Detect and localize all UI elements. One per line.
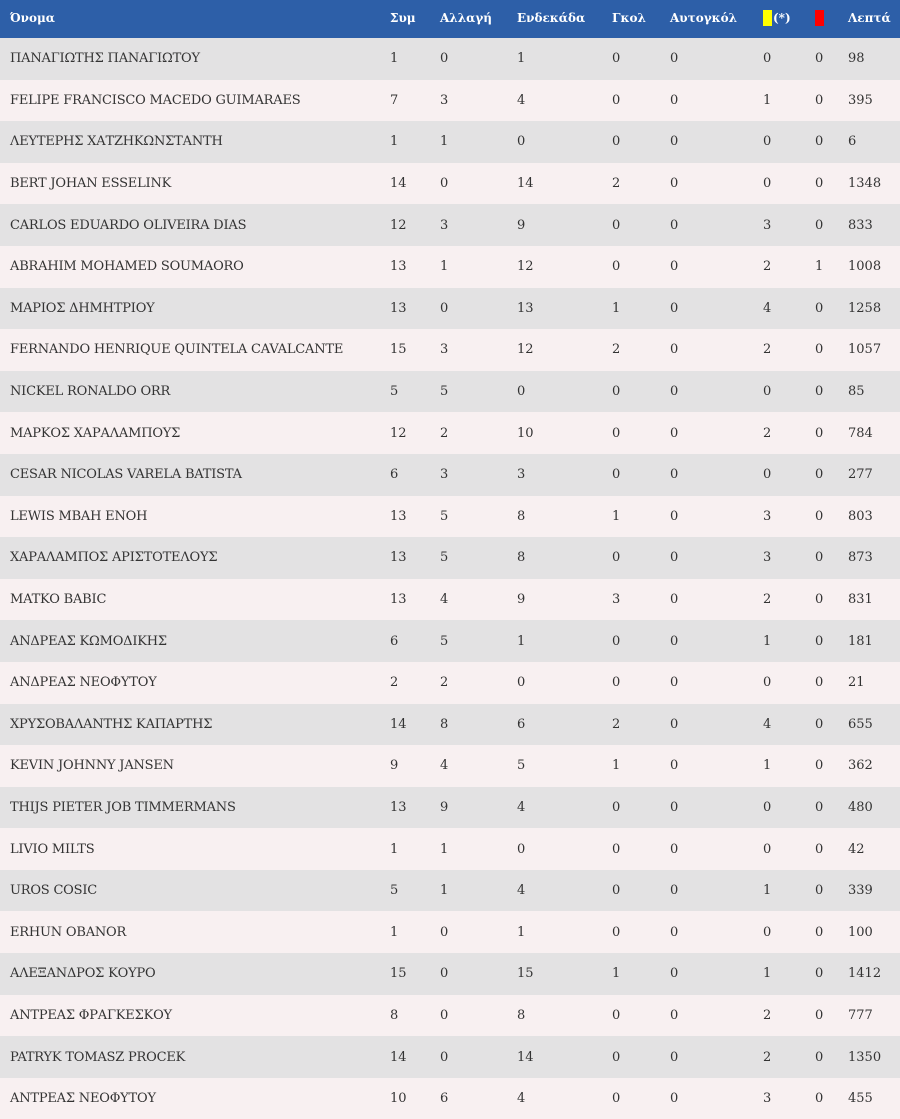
goals-cell: 0: [612, 924, 621, 940]
red-cards-cell: 0: [815, 51, 824, 67]
apps-cell: 12: [390, 425, 407, 441]
yellow-cards-cell: 0: [763, 134, 772, 150]
sub-cell: 5: [440, 384, 449, 400]
table-row: [0, 1036, 900, 1078]
apps-cell: 1: [390, 841, 399, 857]
sub-cell: 0: [440, 176, 449, 192]
starting-cell: 1: [517, 633, 526, 649]
minutes-cell: 339: [848, 883, 873, 899]
starting-cell: 0: [517, 134, 526, 150]
own-goals-cell: 0: [670, 716, 679, 732]
apps-cell: 7: [390, 92, 399, 108]
own-goals-cell: 0: [670, 675, 679, 691]
table-row: [0, 537, 900, 579]
minutes-cell: 85: [848, 384, 865, 400]
starting-cell: 8: [517, 550, 526, 566]
red-card-icon: [815, 10, 824, 26]
own-goals-cell: 0: [670, 799, 679, 815]
player-name-cell[interactable]: ΛΕΥΤΕΡΗΣ ΧΑΤΖΗΚΩΝΣΤΑΝΤΗ: [10, 134, 223, 150]
sub-cell: 5: [440, 633, 449, 649]
red-cards-cell: 0: [815, 758, 824, 774]
player-name-cell[interactable]: ΑΝΤΡΕΑΣ ΦΡΑΓΚΕΣΚΟΥ: [10, 1007, 172, 1023]
starting-cell: 4: [517, 92, 526, 108]
own-goals-cell: 0: [670, 508, 679, 524]
own-goals-cell: 0: [670, 1049, 679, 1065]
minutes-cell: 803: [848, 508, 873, 524]
red-cards-cell: 0: [815, 924, 824, 940]
starting-cell: 9: [517, 592, 526, 608]
column-header-red-cards[interactable]: [815, 0, 848, 38]
yellow-cards-cell: 3: [763, 217, 772, 233]
starting-cell: 12: [517, 259, 534, 275]
sub-cell: 3: [440, 92, 449, 108]
yellow-cards-cell: 2: [763, 259, 772, 275]
yellow-cards-cell: 2: [763, 425, 772, 441]
minutes-cell: 833: [848, 217, 873, 233]
table-row: [0, 38, 900, 80]
table-row: [0, 121, 900, 163]
own-goals-cell: 0: [670, 51, 679, 67]
minutes-cell: 1008: [848, 259, 882, 275]
red-cards-cell: 0: [815, 176, 824, 192]
red-cards-cell: 0: [815, 384, 824, 400]
yellow-cards-cell: 0: [763, 176, 772, 192]
minutes-cell: 1057: [848, 342, 882, 358]
table-row: [0, 620, 900, 662]
yellow-cards-cell: 2: [763, 592, 772, 608]
starting-cell: 12: [517, 342, 534, 358]
minutes-cell: 784: [848, 425, 873, 441]
apps-cell: 1: [390, 134, 399, 150]
minutes-cell: 1350: [848, 1049, 882, 1065]
apps-cell: 9: [390, 758, 399, 774]
sub-cell: 0: [440, 924, 449, 940]
sub-cell: 2: [440, 675, 449, 691]
red-cards-cell: 1: [815, 259, 824, 275]
goals-cell: 3: [612, 592, 621, 608]
yellow-cards-cell: 1: [763, 883, 772, 899]
minutes-cell: 98: [848, 51, 865, 67]
own-goals-cell: 0: [670, 259, 679, 275]
sub-cell: 4: [440, 758, 449, 774]
own-goals-cell: 0: [670, 966, 679, 982]
own-goals-cell: 0: [670, 134, 679, 150]
table-row: [0, 163, 900, 205]
player-name-cell[interactable]: ΠΑΝΑΓΙΩΤΗΣ ΠΑΝΑΓΙΩΤΟΥ: [10, 51, 200, 67]
player-name-cell[interactable]: ΜΑΡΙΟΣ ΔΗΜΗΤΡΙΟΥ: [10, 300, 155, 316]
player-name-cell[interactable]: ΧΑΡΑΛΑΜΠΟΣ ΑΡΙΣΤΟΤΕΛΟΥΣ: [10, 550, 218, 566]
red-cards-cell: 0: [815, 592, 824, 608]
yellow-cards-cell: 4: [763, 716, 772, 732]
starting-cell: 5: [517, 758, 526, 774]
red-cards-cell: 0: [815, 1007, 824, 1023]
apps-cell: 14: [390, 1049, 407, 1065]
player-name-cell[interactable]: LEWIS MBAH ENOH: [10, 508, 148, 524]
yellow-cards-cell: 3: [763, 1091, 772, 1107]
yellow-cards-cell: 1: [763, 966, 772, 982]
table-row: [0, 911, 900, 953]
yellow-cards-cell: 1: [763, 758, 772, 774]
player-name-cell[interactable]: ABRAHIM MOHAMED SOUMAORO: [10, 259, 244, 275]
sub-cell: 3: [440, 467, 449, 483]
table-row: [0, 995, 900, 1037]
minutes-cell: 42: [848, 841, 865, 857]
yellow-cards-cell: 0: [763, 384, 772, 400]
own-goals-cell: 0: [670, 1007, 679, 1023]
red-cards-cell: 0: [815, 425, 824, 441]
goals-cell: 0: [612, 1007, 621, 1023]
minutes-cell: 655: [848, 716, 873, 732]
player-name-cell[interactable]: LIVIO MILTS: [10, 841, 95, 857]
table-row: [0, 371, 900, 413]
yellow-cards-cell: 3: [763, 508, 772, 524]
apps-cell: 2: [390, 675, 399, 691]
goals-cell: 0: [612, 259, 621, 275]
sub-cell: 5: [440, 550, 449, 566]
goals-cell: 0: [612, 675, 621, 691]
player-name-cell[interactable]: PATRYK TOMASZ PROCEK: [10, 1049, 186, 1065]
sub-cell: 3: [440, 217, 449, 233]
red-cards-cell: 0: [815, 675, 824, 691]
player-name-cell[interactable]: ΧΡΥΣΟΒΑΛΑΝΤΗΣ ΚΑΠΑΡΤΗΣ: [10, 716, 213, 732]
column-header-minutes[interactable]: Λεπτά: [848, 11, 891, 25]
apps-cell: 10: [390, 1091, 407, 1107]
minutes-cell: 777: [848, 1007, 873, 1023]
red-cards-cell: 0: [815, 883, 824, 899]
sub-cell: 3: [440, 342, 449, 358]
table-row: [0, 953, 900, 995]
sub-cell: 6: [440, 1091, 449, 1107]
minutes-cell: 873: [848, 550, 873, 566]
table-row: [0, 288, 900, 330]
minutes-cell: 181: [848, 633, 873, 649]
own-goals-cell: 0: [670, 592, 679, 608]
red-cards-cell: 0: [815, 508, 824, 524]
goals-cell: 2: [612, 716, 621, 732]
goals-cell: 0: [612, 51, 621, 67]
red-cards-cell: 0: [815, 841, 824, 857]
own-goals-cell: 0: [670, 92, 679, 108]
apps-cell: 14: [390, 176, 407, 192]
table-body: [0, 38, 900, 1119]
starting-cell: 0: [517, 841, 526, 857]
apps-cell: 13: [390, 300, 407, 316]
apps-cell: 8: [390, 1007, 399, 1023]
yellow-cards-cell: 1: [763, 633, 772, 649]
sub-cell: 0: [440, 1007, 449, 1023]
player-name-cell[interactable]: NICKEL RONALDO ORR: [10, 384, 171, 400]
goals-cell: 0: [612, 633, 621, 649]
red-cards-cell: 0: [815, 799, 824, 815]
column-header-goals[interactable]: Γκολ: [612, 11, 646, 25]
goals-cell: 0: [612, 799, 621, 815]
goals-cell: 0: [612, 217, 621, 233]
minutes-cell: 6: [848, 134, 857, 150]
apps-cell: 13: [390, 799, 407, 815]
player-name-cell[interactable]: ΑΝΤΡΕΑΣ ΝΕΟΦΥΤΟΥ: [10, 1091, 156, 1107]
header-row: [0, 0, 900, 38]
goals-cell: 0: [612, 1091, 621, 1107]
red-cards-cell: 0: [815, 966, 824, 982]
sub-cell: 0: [440, 51, 449, 67]
starting-cell: 14: [517, 176, 534, 192]
goals-cell: 2: [612, 176, 621, 192]
own-goals-cell: 0: [670, 841, 679, 857]
starting-cell: 4: [517, 799, 526, 815]
yellow-cards-cell: 4: [763, 300, 772, 316]
apps-cell: 5: [390, 883, 399, 899]
goals-cell: 0: [612, 92, 621, 108]
red-cards-cell: 0: [815, 342, 824, 358]
red-cards-cell: 0: [815, 217, 824, 233]
goals-cell: 0: [612, 841, 621, 857]
yellow-cards-cell: 1: [763, 92, 772, 108]
sub-cell: 1: [440, 883, 449, 899]
table-row: [0, 745, 900, 787]
apps-cell: 13: [390, 550, 407, 566]
starting-cell: 10: [517, 425, 534, 441]
own-goals-cell: 0: [670, 342, 679, 358]
starting-cell: 13: [517, 300, 534, 316]
red-cards-cell: 0: [815, 633, 824, 649]
table-row: [0, 828, 900, 870]
goals-cell: 0: [612, 134, 621, 150]
own-goals-cell: 0: [670, 633, 679, 649]
yellow-cards-cell: 2: [763, 342, 772, 358]
sub-cell: 8: [440, 716, 449, 732]
minutes-cell: 21: [848, 675, 865, 691]
player-name-cell[interactable]: ΑΛΕΞΑΝΔΡΟΣ ΚΟΥΡΟ: [10, 966, 156, 982]
starting-cell: 4: [517, 883, 526, 899]
table-row: [0, 80, 900, 122]
sub-cell: 0: [440, 300, 449, 316]
yellow-card-icon: [763, 10, 772, 26]
own-goals-cell: 0: [670, 217, 679, 233]
minutes-cell: 831: [848, 592, 873, 608]
player-name-cell[interactable]: CESAR NICOLAS VARELA BATISTA: [10, 467, 242, 483]
yellow-card-suffix: (*): [773, 11, 791, 25]
red-cards-cell: 0: [815, 1091, 824, 1107]
red-cards-cell: 0: [815, 716, 824, 732]
player-name-cell[interactable]: CARLOS EDUARDO OLIVEIRA DIAS: [10, 217, 247, 233]
goals-cell: 2: [612, 342, 621, 358]
column-header-own-goals[interactable]: Αυτογκόλ: [670, 11, 738, 25]
sub-cell: 2: [440, 425, 449, 441]
player-name-cell[interactable]: ERHUN OBANOR: [10, 924, 127, 940]
table-row: [0, 870, 900, 912]
sub-cell: 1: [440, 841, 449, 857]
column-header-apps[interactable]: Συμ: [390, 11, 416, 25]
apps-cell: 1: [390, 51, 399, 67]
table-row: [0, 1078, 900, 1119]
apps-cell: 12: [390, 217, 407, 233]
minutes-cell: 100: [848, 924, 873, 940]
column-header-starting[interactable]: Ενδεκάδα: [517, 11, 586, 25]
goals-cell: 0: [612, 425, 621, 441]
table-row: [0, 454, 900, 496]
player-name-cell[interactable]: FELIPE FRANCISCO MACEDO GUIMARAES: [10, 92, 301, 108]
goals-cell: 0: [612, 1049, 621, 1065]
starting-cell: 14: [517, 1049, 534, 1065]
starting-cell: 3: [517, 467, 526, 483]
goals-cell: 0: [612, 467, 621, 483]
player-name-cell[interactable]: THIJS PIETER JOB TIMMERMANS: [10, 799, 236, 815]
own-goals-cell: 0: [670, 924, 679, 940]
table-row: [0, 204, 900, 246]
column-header-sub[interactable]: Αλλαγή: [440, 11, 493, 25]
red-cards-cell: 0: [815, 550, 824, 566]
yellow-cards-cell: 0: [763, 675, 772, 691]
sub-cell: 4: [440, 592, 449, 608]
sub-cell: 9: [440, 799, 449, 815]
red-cards-cell: 0: [815, 134, 824, 150]
starting-cell: 15: [517, 966, 534, 982]
own-goals-cell: 0: [670, 176, 679, 192]
column-header-name[interactable]: Όνομα: [10, 11, 55, 25]
goals-cell: 0: [612, 384, 621, 400]
starting-cell: 8: [517, 1007, 526, 1023]
red-cards-cell: 0: [815, 1049, 824, 1065]
player-name-cell[interactable]: KEVIN JOHNNY JANSEN: [10, 758, 174, 774]
yellow-cards-cell: 0: [763, 799, 772, 815]
starting-cell: 0: [517, 675, 526, 691]
table-row: [0, 329, 900, 371]
player-name-cell[interactable]: UROS COSIC: [10, 883, 98, 899]
table-row: [0, 787, 900, 829]
yellow-cards-cell: 3: [763, 550, 772, 566]
own-goals-cell: 0: [670, 883, 679, 899]
starting-cell: 1: [517, 51, 526, 67]
player-name-cell[interactable]: MATKO BABIC: [10, 592, 107, 608]
own-goals-cell: 0: [670, 550, 679, 566]
starting-cell: 0: [517, 384, 526, 400]
yellow-cards-cell: 2: [763, 1007, 772, 1023]
table-row: [0, 246, 900, 288]
starting-cell: 6: [517, 716, 526, 732]
apps-cell: 13: [390, 592, 407, 608]
red-cards-cell: 0: [815, 300, 824, 316]
player-name-cell[interactable]: ΑΝΔΡΕΑΣ ΚΩΜΟΔΙΚΗΣ: [10, 633, 167, 649]
sub-cell: 5: [440, 508, 449, 524]
apps-cell: 15: [390, 342, 407, 358]
apps-cell: 14: [390, 716, 407, 732]
starting-cell: 4: [517, 1091, 526, 1107]
minutes-cell: 362: [848, 758, 873, 774]
starting-cell: 9: [517, 217, 526, 233]
table-row: [0, 412, 900, 454]
minutes-cell: 277: [848, 467, 873, 483]
own-goals-cell: 0: [670, 384, 679, 400]
apps-cell: 1: [390, 924, 399, 940]
own-goals-cell: 0: [670, 300, 679, 316]
apps-cell: 13: [390, 259, 407, 275]
sub-cell: 0: [440, 1049, 449, 1065]
own-goals-cell: 0: [670, 758, 679, 774]
goals-cell: 0: [612, 883, 621, 899]
apps-cell: 15: [390, 966, 407, 982]
player-name-cell[interactable]: BERT JOHAN ESSELINK: [10, 176, 172, 192]
table-row: [0, 496, 900, 538]
player-name-cell[interactable]: ΑΝΔΡΕΑΣ ΝΕΟΦΥΤΟΥ: [10, 675, 157, 691]
player-name-cell[interactable]: ΜΑΡΚΟΣ ΧΑΡΑΛΑΜΠΟΥΣ: [10, 425, 181, 441]
apps-cell: 13: [390, 508, 407, 524]
sub-cell: 1: [440, 134, 449, 150]
table-row: [0, 704, 900, 746]
minutes-cell: 1412: [848, 966, 882, 982]
apps-cell: 5: [390, 384, 399, 400]
own-goals-cell: 0: [670, 1091, 679, 1107]
own-goals-cell: 0: [670, 425, 679, 441]
red-cards-cell: 0: [815, 467, 824, 483]
apps-cell: 6: [390, 467, 399, 483]
minutes-cell: 395: [848, 92, 873, 108]
table-row: [0, 579, 900, 621]
goals-cell: 1: [612, 508, 621, 524]
yellow-cards-cell: 0: [763, 924, 772, 940]
minutes-cell: 1258: [848, 300, 882, 316]
goals-cell: 1: [612, 300, 621, 316]
column-header-yellow-cards[interactable]: [763, 0, 815, 38]
yellow-cards-cell: 2: [763, 1049, 772, 1065]
yellow-cards-cell: 0: [763, 467, 772, 483]
sub-cell: 0: [440, 966, 449, 982]
goals-cell: 1: [612, 758, 621, 774]
goals-cell: 0: [612, 550, 621, 566]
player-name-cell[interactable]: FERNANDO HENRIQUE QUINTELA CAVALCANTE: [10, 342, 344, 358]
red-cards-cell: 0: [815, 92, 824, 108]
starting-cell: 1: [517, 924, 526, 940]
table-row: [0, 662, 900, 704]
sub-cell: 1: [440, 259, 449, 275]
minutes-cell: 480: [848, 799, 873, 815]
own-goals-cell: 0: [670, 467, 679, 483]
starting-cell: 8: [517, 508, 526, 524]
minutes-cell: 1348: [848, 176, 882, 192]
yellow-cards-cell: 0: [763, 841, 772, 857]
table-header: [0, 0, 900, 38]
apps-cell: 6: [390, 633, 399, 649]
minutes-cell: 455: [848, 1091, 873, 1107]
goals-cell: 1: [612, 966, 621, 982]
yellow-cards-cell: 0: [763, 51, 772, 67]
